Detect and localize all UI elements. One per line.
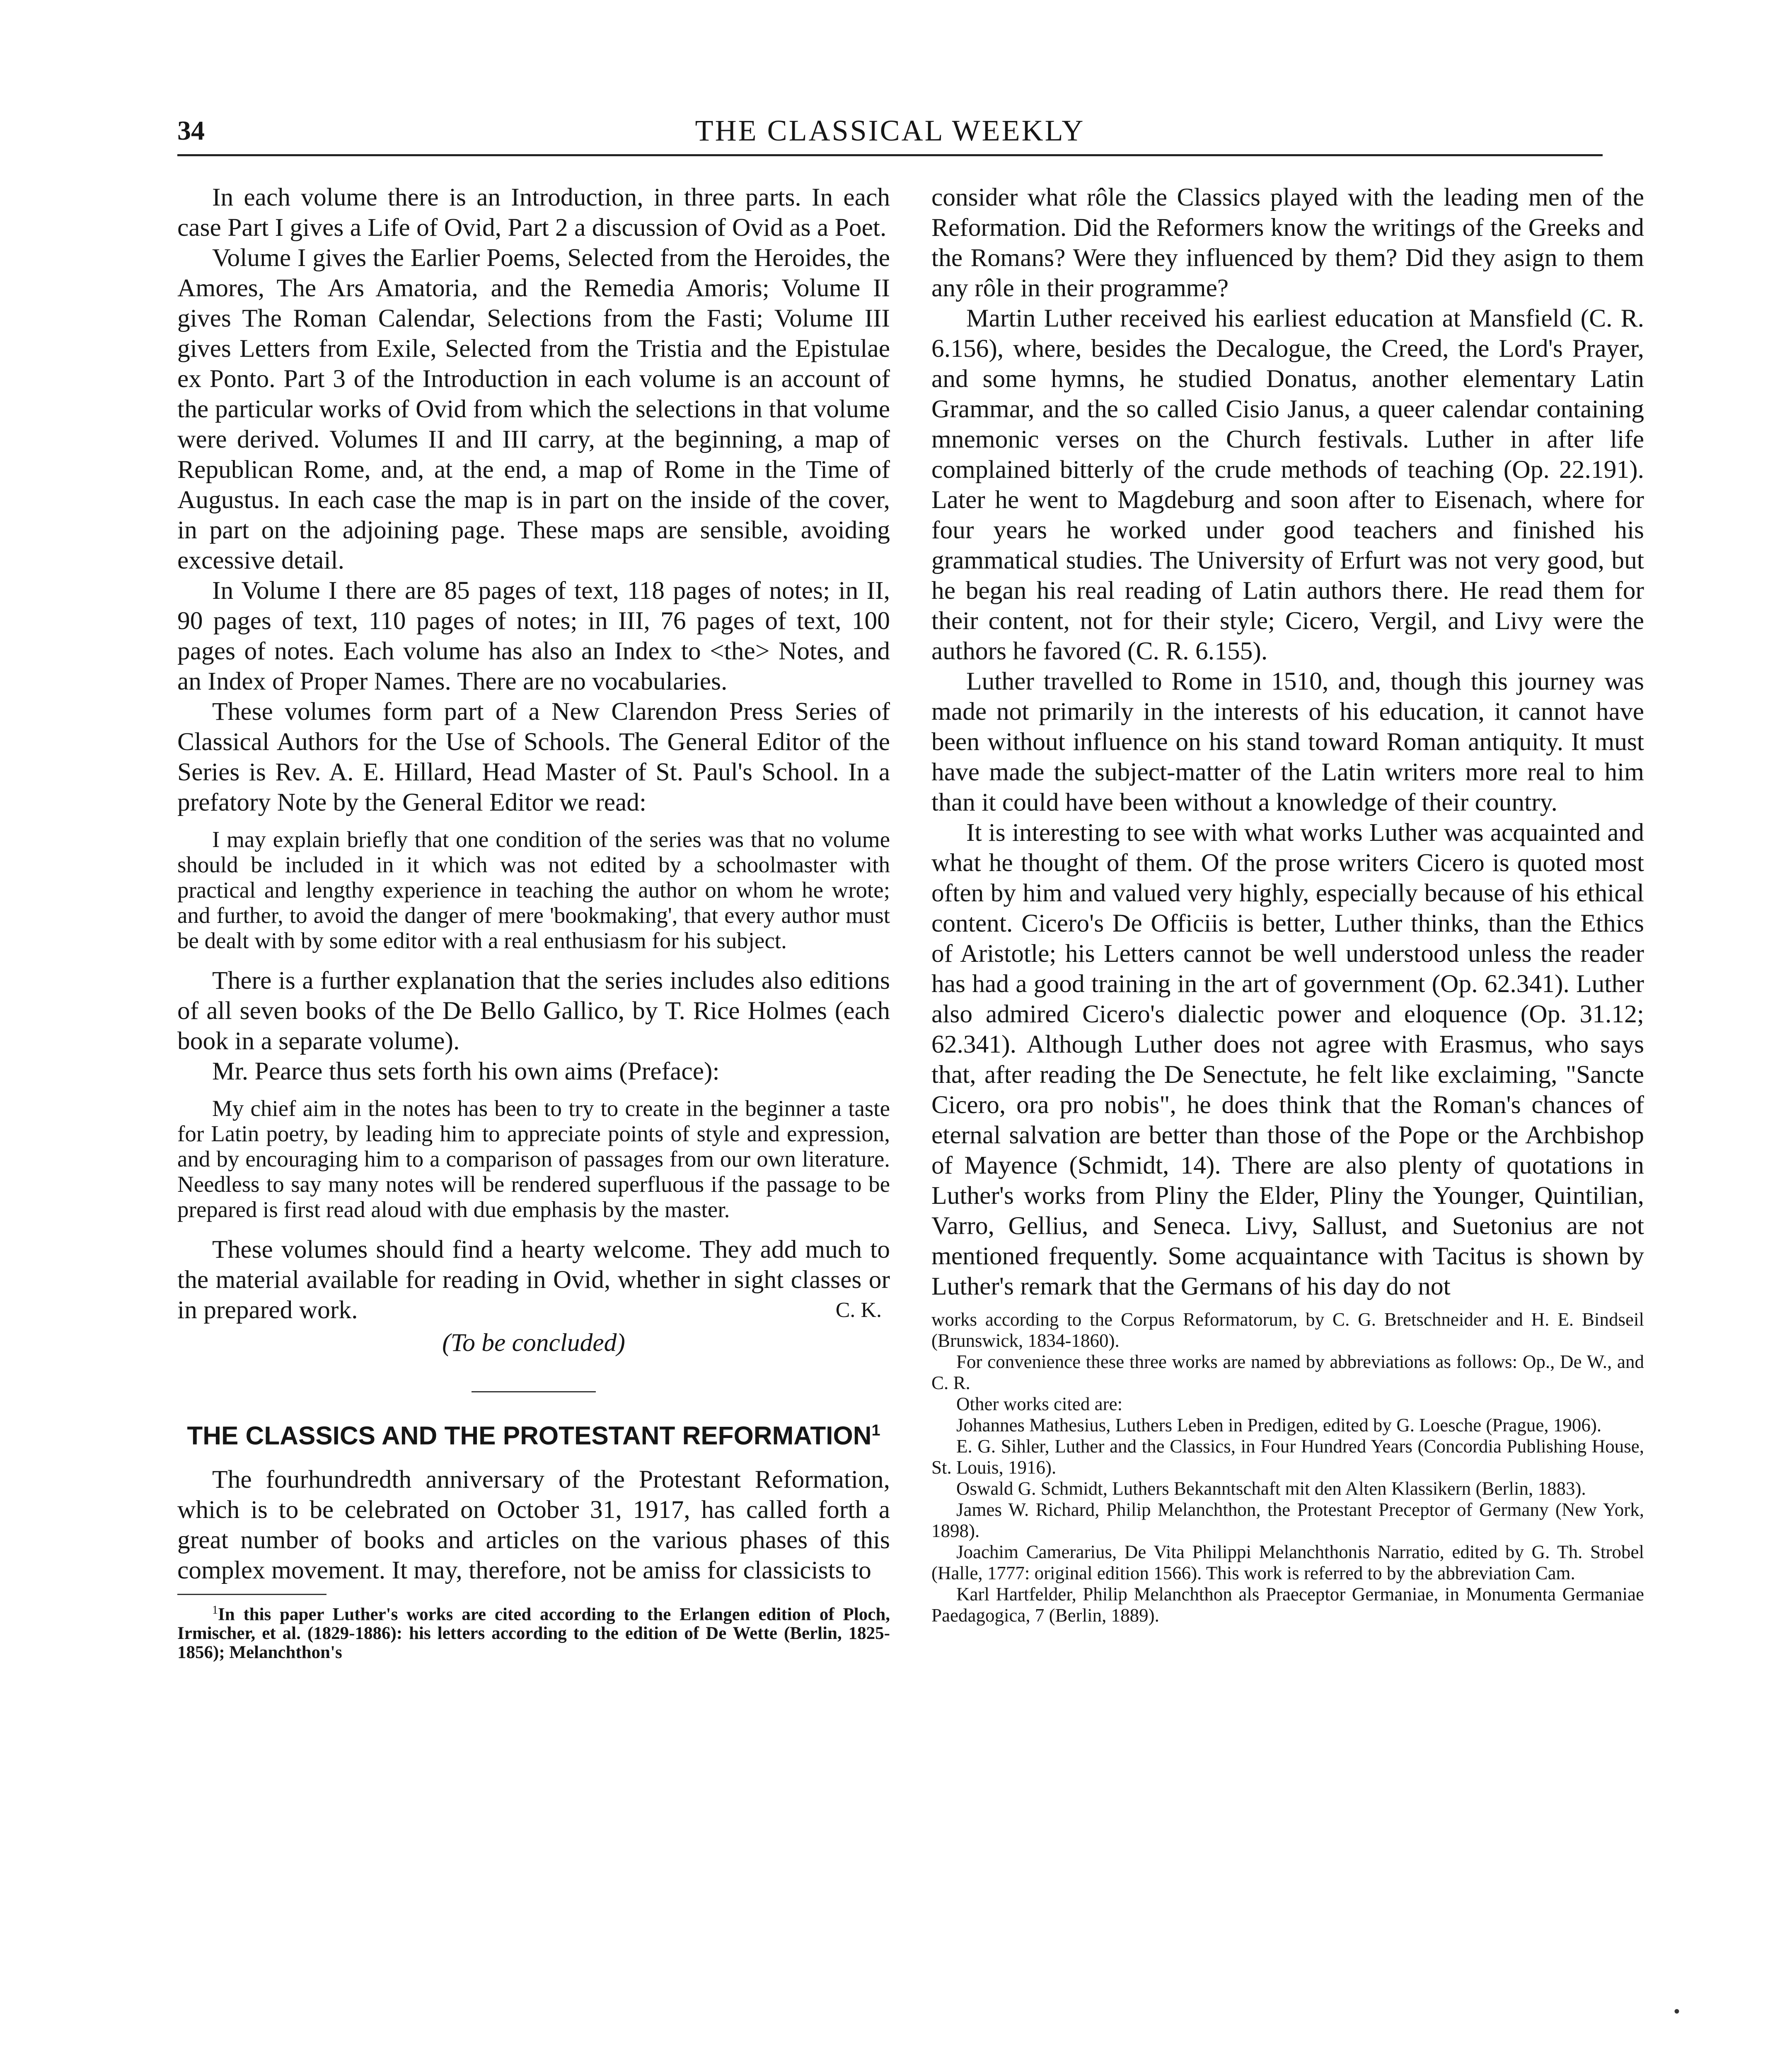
paragraph: In Volume I there are 85 pages of text, 118 pages of notes; in II, 90 pages of text, 110 pages of notes; in III, 76 pages of text, 100 pages of notes. Each volume has also an Index to <the> Notes, and an Index of Proper Names. There are no vocabularies.	[177, 576, 890, 695]
left-column	[177, 182, 890, 1662]
footnote	[177, 1601, 890, 1662]
bibliography-entry: E. G. Sihler, Luther and the Classics, in Four Hundred Years (Concordia Publishing House, St. Louis, 1916).	[931, 1436, 1644, 1478]
footnote-block	[931, 1309, 1644, 1626]
bibliography-entry: Karl Hartfelder, Philip Melanchthon als Praeceptor Germaniae, in Monumenta Germaniae Paedagogica, 7 (Berlin, 1889).	[931, 1584, 1644, 1626]
paragraph: There is a further explanation that the series includes also editions of all seven books of the De Bello Gallico, by T. Rice Holmes (each book in a separate volume).	[177, 966, 890, 1055]
journal-title: THE CLASSICAL WEEKLY	[695, 114, 1085, 147]
block-quote: I may explain briefly that one condition of the series was that no volume should be included in it which was not edited by a schoolmaster with practical and lengthy experience in teaching the author on whom he wrote; and further, to avoid the danger of mere 'bookmaking', that every author must be dealt with by some editor with a real enthusiasm for his subject.	[177, 827, 890, 953]
paragraph	[177, 1234, 890, 1325]
footnote-line: Other works cited are:	[956, 1394, 1123, 1414]
paragraph: Martin Luther received his earliest education at Mansfield (C. R. 6.156), where, besides the Decalogue, the Creed, the Lord's Prayer, and some hymns, he studied Donatus, another elementary Latin Grammar, and the so called Cisio Janus, a queer calendar containing mnemonic verses on the Church festivals. Luther in after life complained bitterly of the crude methods of teaching (Op. 22.191). Later he went to Magdeburg and soon after to Eisenach, where for four years he worked under good teachers and finished his grammatical studies. The University of Erfurt was not very good, but he began his real reading of Latin authors there. He read them for their content, not for their style; Cicero, Vergil, and Livy were the authors he favored (C. R. 6.155).	[931, 304, 1644, 665]
footnote-line: For convenience these three works are named by abbreviations as follows: Op., De W., and C. R.	[931, 1351, 1644, 1393]
article-title: THE CLASSICS AND THE PROTESTANT REFORMATION	[187, 1421, 872, 1450]
header-rule	[177, 154, 1603, 156]
paragraph: Volume I gives the Earlier Poems, Selected from the Heroides, the Amores, The Ars Amatoria, and the Remedia Amoris; Volume II gives The Roman Calendar, Selections from the Fasti; Volume III gives Letters from Exile, Selected from the Tristia and the Epistulae ex Ponto. Part 3 of the Introduction in each volume is an account of the particular works of Ovid from which the selections in that volume were derived. Volumes II and III carry, at the beginning, a map of Republican Rome, and, at the end, a map of Rome in the Time of Augustus. In each case the map is in part on the inside of the cover, in part on the adjoining page. These maps are sensible, avoiding excessive detail.	[177, 244, 890, 574]
paragraph: Mr. Pearce thus sets forth his own aims (Preface):	[212, 1057, 720, 1085]
paragraph-text: These volumes should find a hearty welcome. They add much to the material available for reading in Ovid, whether in sight classes or in prepared work.	[177, 1235, 890, 1324]
to-be-concluded-note: (To be concluded)	[442, 1329, 625, 1357]
block-quote: My chief aim in the notes has been to try to create in the beginner a taste for Latin poetry, by leading him to appreciate points of style and expression, and by encouraging him to a comparison of passages from our own literature. Needless to say many notes will be rendered superfluous if the passage to be prepared is first read aloud with due emphasis by the master.	[177, 1096, 890, 1222]
author-initials: C. K.	[835, 1298, 882, 1322]
right-column	[931, 182, 1644, 1626]
bibliography-entry: Oswald G. Schmidt, Luthers Bekanntschaft mit den Alten Klassikern (Berlin, 1883).	[956, 1478, 1586, 1499]
paragraph: It is interesting to see with what works Luther was acquainted and what he thought of them. Of the prose writers Cicero is quoted most often by him and valued very highly, especially because of his ethical content. Cicero's De Officiis is better, Luther thinks, than the Ethics of Aristotle; his Letters cannot be well understood unless the reader has had a good training in the art of government (Op. 62.341). Luther also admired Cicero's dialectic power and eloquence (Op. 31.12; 62.341). Although Luther does not agree with Erasmus, who says that, after reading the De Senectute, he felt like exclaiming, "Sancte Cicero, ora pro nobis", he does think that the Roman's chances of eternal salvation are better than those of the Pope or the Archbishop of Mayence (Schmidt, 14). There are also plenty of quotations in Luther's works from Pliny the Elder, Pliny the Younger, Quintilian, Varro, Gellius, and Seneca. Livy, Sallust, and Suetonius are not mentioned frequently. Some acquaintance with Tacitus is shown by Luther's remark that the Germans of his day do not	[931, 818, 1644, 1300]
paragraph: In each volume there is an Introduction, in three parts. In each case Part I gives a Life of Ovid, Part 2 a discussion of Ovid as a Poet.	[177, 183, 890, 242]
running-head	[177, 101, 1603, 159]
paragraph: Luther travelled to Rome in 1510, and, though this journey was made not primarily in the interests of his education, it cannot have been without influence on his stand toward Roman antiquity. It must have made the subject-matter of the Latin writers more real to him than it could have been without a knowledge of their country.	[931, 667, 1644, 816]
article-heading	[177, 1413, 890, 1454]
paragraph: consider what rôle the Classics played with the leading men of the Reformation. Did the Reformers know the writings of the Greeks and the Romans? Were they influenced by them? Did they asign to them any rôle in their programme?	[931, 183, 1644, 302]
paragraph: These volumes form part of a New Clarendon Press Series of Classical Authors for the Use of Schools. The General Editor of the Series is Rev. A. E. Hillard, Head Master of St. Paul's School. In a prefatory Note by the General Editor we read:	[177, 697, 890, 816]
page-number: 34	[177, 116, 205, 146]
footnote-number: 1	[212, 1603, 218, 1617]
footnote-marker: 1	[871, 1422, 880, 1439]
paragraph: The fourhundredth anniversary of the Protestant Reformation, which is to be celebrated on October 31, 1917, has called forth a great number of books and articles on the various phases of this complex movement. It may, therefore, not be amiss for classicists to	[177, 1465, 890, 1584]
section-separator	[472, 1391, 596, 1392]
scan-speck: •	[1674, 2002, 1680, 2021]
bibliography-entry: Joachim Camerarius, De Vita Philippi Melanchthonis Narratio, edited by G. Th. Strobel (Halle, 1777: original edition 1566). This work is referred to by the abbreviation Cam.	[931, 1542, 1644, 1583]
footnote-rule	[177, 1594, 326, 1595]
bibliography-entry: James W. Richard, Philip Melanchthon, the Protestant Preceptor of Germany (New York, 1898).	[931, 1499, 1644, 1541]
bibliography-entry: Johannes Mathesius, Luthers Leben in Predigen, edited by G. Loesche (Prague, 1906).	[956, 1415, 1602, 1435]
footnote-line: works according to the Corpus Reformatorum, by C. G. Bretschneider and H. E. Bindseil (Brunswick, 1834-1860).	[931, 1309, 1644, 1351]
footnote-text: In this paper Luther's works are cited according to the Erlangen edition of Ploch, Irmischer, et al. (1829-1886): his letters according to the edition of De Wette (Berlin, 1825-1856); Melanchthon's	[177, 1604, 890, 1662]
